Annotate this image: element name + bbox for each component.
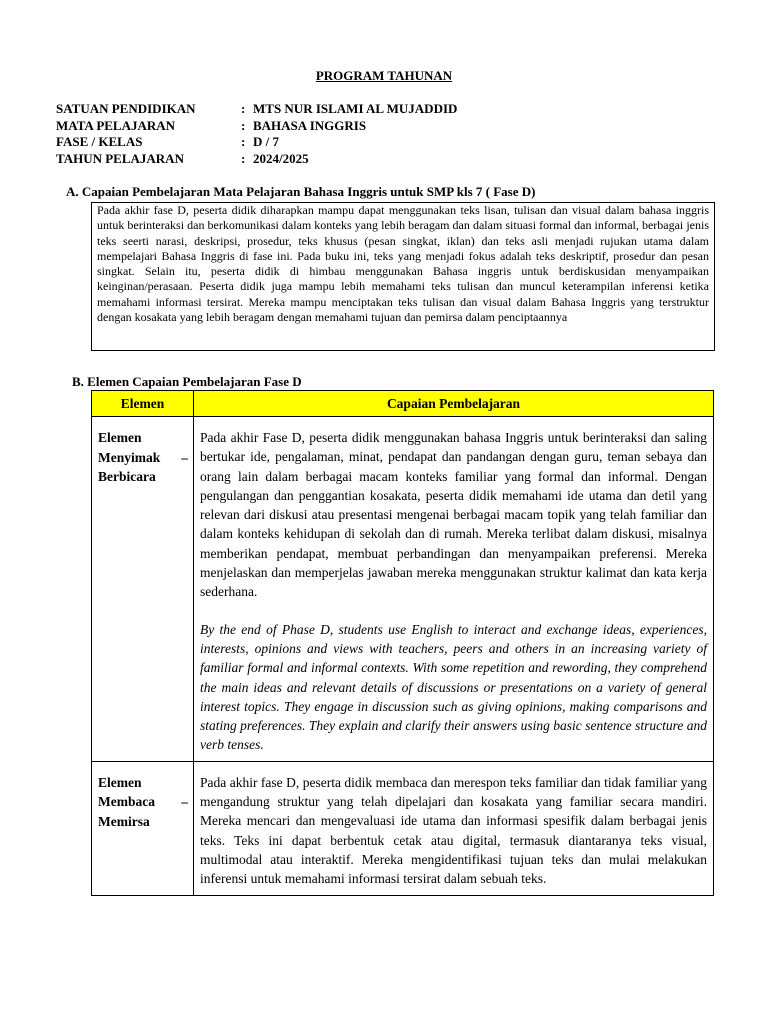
meta-value: D / 7 xyxy=(253,134,279,149)
learning-outcomes-table xyxy=(91,390,714,896)
meta-colon: : xyxy=(241,101,246,116)
outcome-text-english: By the end of Phase D, students use English to interact and exchange ideas, experiences, interests, opinions and views with teachers, peers and others in an increasing variety of familiar formal and informal contexts. With some repetition and rewording, they comprehend the main ideas and relevant details of discussions or presentations on a variety of general interest topics. They engage in discussion such as giving opinions, making comparisons and stating preferences. They explain and clarify their answers using basic sentence structure and verb tenses. xyxy=(200,621,707,753)
meta-key: MATA PELAJARAN xyxy=(56,117,176,133)
element-label-dash: – xyxy=(181,794,188,810)
meta-row-year xyxy=(56,151,457,168)
element-label: Berbicara xyxy=(98,469,156,484)
meta-key: TAHUN PELAJARAN xyxy=(56,150,184,166)
meta-value: BAHASA INGGRIS xyxy=(253,117,367,133)
table-row xyxy=(92,761,714,895)
element-label: Elemen xyxy=(98,774,142,790)
meta-value: MTS NUR ISLAMI AL MUJADDID xyxy=(253,101,458,116)
meta-colon: : xyxy=(241,134,246,149)
outcome-description-cell xyxy=(194,761,714,895)
meta-row-phase xyxy=(56,134,457,151)
meta-key: SATUAN PENDIDIKAN xyxy=(56,101,196,116)
document-title: PROGRAM TAHUNAN xyxy=(315,68,453,83)
section-b-heading: B. Elemen Capaian Pembelajaran Fase D xyxy=(72,374,302,389)
element-name-cell xyxy=(92,761,194,895)
element-label-dash: – xyxy=(181,449,188,465)
meta-key: FASE / KELAS xyxy=(56,134,143,149)
outcome-text-indonesian: Pada akhir Fase D, peserta didik menggunakan bahasa Inggris untuk berinteraksi dan saling bertukar ide, pengalaman, minat, pendapat dan pandangan dengan guru, teman sebaya dan orang lain dalam berbagai macam konteks familiar yang formal dan informal. Dengan pengulangan dan penggantian kosakata, peserta didik memahami ide utama dan detil yang relevan dari diskusi atau presentasi mengenai berbagai macam topik yang telah familiar dan dalam konteks kehidupan di sekolah dan di rumah. Mereka terlibat dalam diskusi, misalnya memberikan pendapat, membuat perbandingan dan menyampaikan preferensi. Mereka menjelaskan dan memperjelas jawaban mereka menggunakan struktur kalimat dan kata kerja sederhana. xyxy=(200,430,707,600)
column-header-capaian: Capaian Pembelajaran xyxy=(194,391,714,417)
table-header-row xyxy=(92,391,714,417)
element-label: Elemen xyxy=(98,430,142,445)
element-label: Memirsa xyxy=(98,813,150,829)
outcome-text-indonesian: Pada akhir fase D, peserta didik membaca dan merespon teks familiar dan tidak familiar yang mengandung struktur yang telah dipelajari dan kosakata yang familiar secara mandiri. Mereka mencari dan mengevaluasi ide utama dan informasi spesifik dalam berbagai jenis teks. Teks ini dapat berbentuk cetak atau digital, termasuk diantaranya teks visual, multimodal atau interaktif. Mereka mengidentifikasi tujuan teks dan mulai melakukan inferensi untuk memahami informasi tersirat dalam sebuah teks. xyxy=(200,774,707,887)
element-label-line xyxy=(98,448,188,468)
meta-value: 2024/2025 xyxy=(253,150,309,166)
identity-block xyxy=(56,101,457,167)
meta-colon: : xyxy=(241,117,246,133)
outcome-description-cell xyxy=(194,417,714,762)
meta-row-subject xyxy=(56,118,457,135)
column-header-elemen: Elemen xyxy=(92,391,194,417)
meta-row-school xyxy=(56,101,457,118)
section-a-text-box: Pada akhir fase D, peserta didik diharapkan mampu dapat menggunakan teks lisan, tulisan dan visual dalam bahasa inggris untuk berinteraksi dan berkomunikasi dalam konteks yang lebih beragam dan dalam situasi formal dan informal, berbagai jenis teks seerti narasi, deskripsi, prosedur, teks khusus (pesan singkat, iklan) dan teks asli menjadi rujukan utama dalam mempelajari Bahasa Inggris di fase ini. Pada buku ini, teks yang menjadi fokus adalah teks deskriptif, prosedur dan pesan singkat. Selain itu, peserta didik di himbau menggunakan Bahasa inggris untuk berdiskusidan menyampaikan keinginan/perasaan. Peserta didik juga mampu lebih memahami teks tulisan dan muncul keterampilan inferensi ketika memahami informasi tersirat. Mereka mampu menciptakan teks tulisan dan visual dalam Bahasa Inggris yang terstruktur dengan kosakata yang lebih beragam dengan memahami tujuan dan pemirsa dalam penciptaannya xyxy=(91,202,715,351)
table-row xyxy=(92,417,714,762)
section-a-heading: A. Capaian Pembelajaran Mata Pelajaran Bahasa Inggris untuk SMP kls 7 ( Fase D) xyxy=(66,184,536,199)
element-label-line xyxy=(98,792,188,812)
element-label-word: Membaca xyxy=(98,794,155,810)
element-name-cell xyxy=(92,417,194,762)
meta-colon: : xyxy=(241,150,246,166)
element-label-word: Menyimak xyxy=(98,449,161,465)
